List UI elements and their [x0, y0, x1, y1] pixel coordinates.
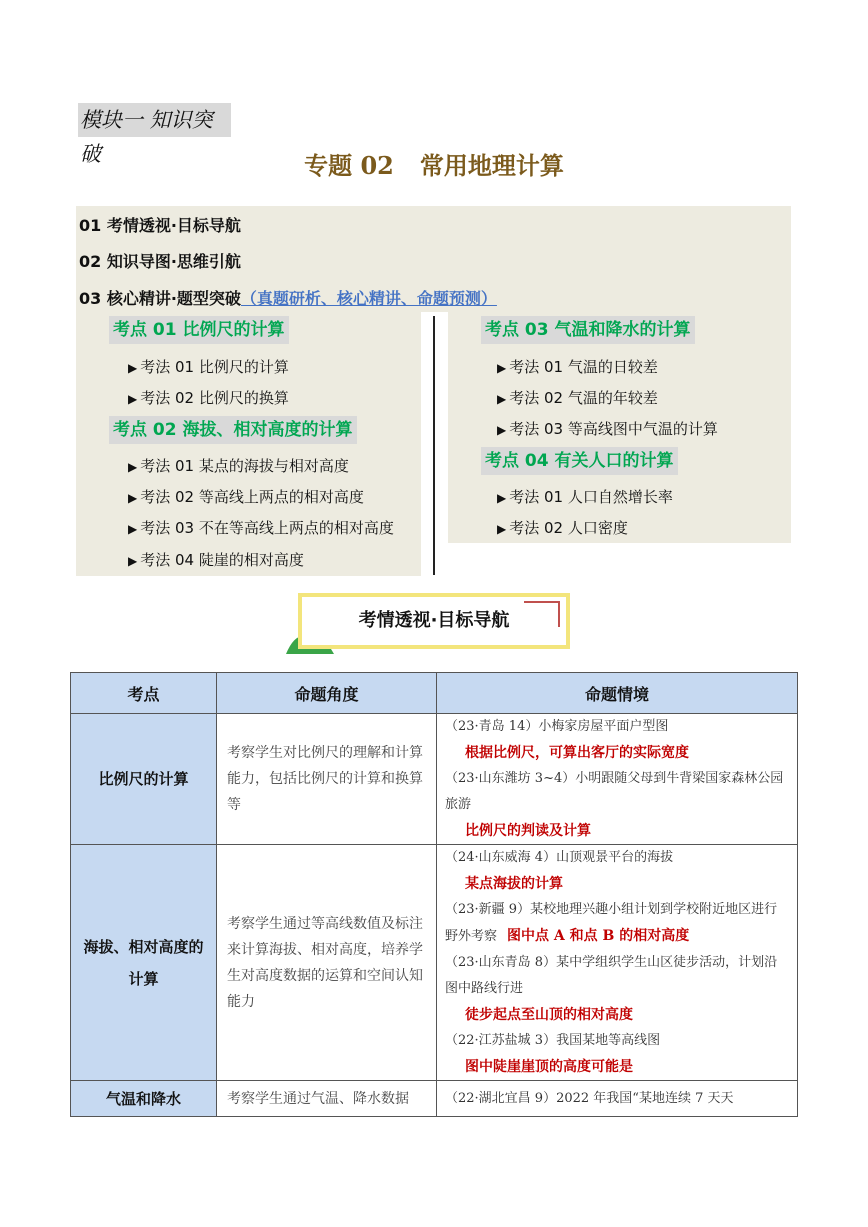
kaodian-03-title[interactable]: 考点 03 气温和降水的计算 — [481, 316, 695, 344]
table-header-row — [71, 673, 798, 714]
method-item[interactable] — [497, 356, 658, 377]
kaodian-04-title[interactable]: 考点 04 有关人口的计算 — [481, 447, 678, 475]
method-item[interactable] — [128, 486, 364, 507]
context-highlight: 某点海拔的计算 — [465, 876, 563, 892]
triangle-icon: ▶ — [497, 392, 507, 406]
column-header: 命题情境 — [437, 673, 798, 714]
column-header: 命题角度 — [217, 673, 437, 714]
kaodian-text: 海拔、相对高度的 — [83, 937, 204, 956]
context-highlight: 图中点 A 和点 B 的相对高度 — [507, 928, 690, 944]
context-highlight: 比例尺的判读及计算 — [465, 823, 591, 839]
context-text: （23·山东潍坊 3~4）小明跟随父母到牛背梁国家森林公园旅游 — [445, 771, 784, 812]
triangle-icon: ▶ — [497, 491, 507, 505]
kaodian-cell — [71, 845, 217, 1081]
context-text — [445, 897, 789, 950]
method-item[interactable] — [497, 387, 658, 408]
method-label: 考法 01 人口自然增长率 — [509, 488, 673, 506]
method-label: 考法 01 比例尺的计算 — [140, 358, 289, 376]
angle-cell: 考察学生对比例尺的理解和计算能力，包括比例尺的计算和换算等 — [217, 714, 437, 845]
kaodian-text: 比例尺的计算 — [98, 770, 189, 788]
method-item[interactable] — [497, 418, 718, 439]
method-label: 考法 02 等高线上两点的相对高度 — [140, 488, 364, 506]
toc-item-3[interactable] — [79, 286, 497, 309]
toc-item-1[interactable]: 01 考情透视·目标导航 — [79, 216, 241, 235]
toc-item-2[interactable]: 02 知识导图·思维引航 — [79, 252, 241, 271]
angle-cell: 考察学生通过气温、降水数据 — [217, 1081, 437, 1117]
method-item[interactable] — [128, 455, 349, 476]
context-text: （22·湖北宜昌 9）2022 年我国“某地连续 7 天天 — [445, 1090, 734, 1106]
triangle-icon: ▶ — [128, 460, 138, 474]
context-cell — [437, 1081, 798, 1117]
method-item[interactable] — [497, 486, 673, 507]
method-label: 考法 02 人口密度 — [509, 519, 628, 537]
context-text-part: （23·新疆 9）某校地理兴趣小组计划到学校附近地区进行野外考察 — [445, 902, 778, 944]
context-text: （22·江苏盐城 3）我国某地等高线图 — [445, 1033, 661, 1048]
context-highlight: 根据比例尺，可算出客厅的实际宽度 — [465, 745, 689, 761]
section-banner-label: 考情透视·目标导航 — [358, 610, 510, 631]
method-label: 考法 01 某点的海拔与相对高度 — [140, 457, 349, 475]
method-label: 考法 02 比例尺的换算 — [140, 389, 289, 407]
triangle-icon: ▶ — [128, 554, 138, 568]
toc-divider — [433, 316, 435, 575]
table-row — [71, 714, 798, 845]
triangle-icon: ▶ — [128, 361, 138, 375]
table-row — [71, 845, 798, 1081]
method-label: 考法 03 不在等高线上两点的相对高度 — [140, 519, 394, 537]
context-text: （24·山东威海 4）山顶观景平台的海拔 — [445, 850, 674, 865]
context-highlight: 图中陡崖崖顶的高度可能是 — [465, 1059, 633, 1075]
triangle-icon: ▶ — [128, 522, 138, 536]
method-label: 考法 04 陡崖的相对高度 — [140, 551, 304, 569]
method-item[interactable] — [128, 356, 289, 377]
triangle-icon: ▶ — [497, 423, 507, 437]
context-cell — [437, 714, 798, 845]
context-text: （23·山东青岛 8）某中学组织学生山区徒步活动，计划沿图中路线行进 — [445, 955, 778, 996]
toc-item-3-note: （真题研析、核心精讲、命题预测） — [240, 289, 497, 308]
kaodian-cell — [71, 1081, 217, 1117]
table-row — [71, 1081, 798, 1117]
exam-analysis-table — [70, 672, 798, 1117]
method-label: 考法 01 气温的日较差 — [509, 358, 658, 376]
method-item[interactable] — [128, 387, 289, 408]
context-highlight: 徒步起点至山顶的相对高度 — [465, 1007, 633, 1023]
kaodian-text: 气温和降水 — [105, 1089, 181, 1108]
angle-cell: 考察学生通过等高线数值及标注来计算海拔、相对高度，培养学生对高度数据的运算和空间认知能力 — [217, 845, 437, 1081]
triangle-icon: ▶ — [497, 522, 507, 536]
method-item[interactable] — [128, 549, 304, 570]
column-header: 考点 — [71, 673, 217, 714]
context-text: （23·青岛 14）小梅家房屋平面户型图 — [445, 719, 669, 734]
triangle-icon: ▶ — [497, 361, 507, 375]
method-item[interactable] — [497, 517, 628, 538]
triangle-icon: ▶ — [128, 392, 138, 406]
kaodian-text: 计算 — [128, 969, 159, 988]
kaodian-02-title[interactable]: 考点 02 海拔、相对高度的计算 — [109, 416, 357, 444]
toc-item-3-label: 03 核心精讲·题型突破 — [79, 289, 241, 308]
title-text: 常用地理计算 — [419, 151, 564, 180]
title-number: 专题 02 — [304, 151, 394, 180]
method-label: 考法 02 气温的年较差 — [509, 389, 658, 407]
method-label: 考法 03 等高线图中气温的计算 — [509, 420, 718, 438]
context-cell — [437, 845, 798, 1081]
kaodian-cell — [71, 714, 217, 845]
method-item[interactable] — [128, 517, 394, 538]
kaodian-01-title[interactable]: 考点 01 比例尺的计算 — [109, 316, 289, 344]
page-title — [0, 146, 868, 181]
triangle-icon: ▶ — [128, 491, 138, 505]
module-tag: 模块一 知识突破 — [78, 103, 231, 137]
